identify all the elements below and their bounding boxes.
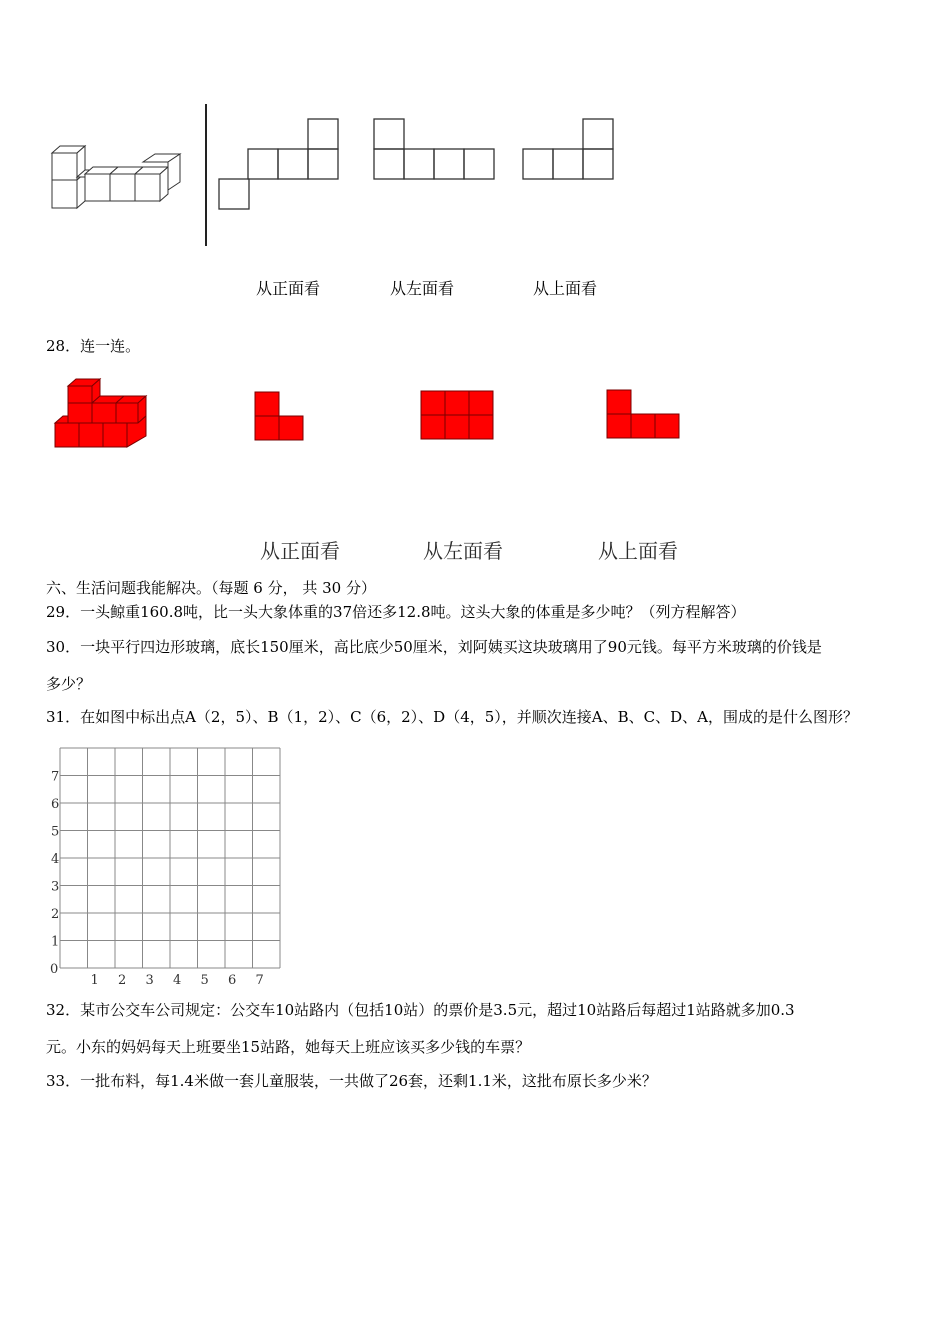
x-tick-label: 3 xyxy=(145,973,154,988)
section-heading: 六、生活问题我能解决。（每题 6 分， 共 30 分） xyxy=(46,579,376,597)
x-tick-label: 5 xyxy=(200,973,209,988)
q28-red-solid xyxy=(54,378,150,450)
y-tick-label: 1 xyxy=(51,934,60,950)
q28-view-1 xyxy=(254,391,306,443)
q27-view-front xyxy=(218,118,343,213)
y-tick-label: 4 xyxy=(51,852,60,867)
y-tick-label: 7 xyxy=(51,769,60,785)
q28-view-2 xyxy=(420,390,496,442)
question-30-line1: 30．一块平行四边形玻璃，底长150厘米，高比底少50厘米，刘阿姨买这块玻璃用了90元钱。每平方米玻璃的价钱是 xyxy=(46,638,822,656)
question-30-line2: 多少？ xyxy=(46,675,92,693)
question-33: 33．一批布料，每1.4米做一套儿童服装，一共做了26套，还剩1.1米，这批布原长多少米？ xyxy=(46,1072,657,1090)
q27-label-top: 从上面看 xyxy=(533,279,598,298)
question-32-line2: 元。小东的妈妈每天上班要坐15站路，她每天上班应该买多少钱的车票？ xyxy=(46,1038,531,1056)
y-tick-label: 2 xyxy=(51,907,60,922)
question-31: 31．在如图中标出点A（2，5）、B（1，2）、C（6，2）、D（4，5），并顺次连接A、B、C、D、A，围成的是什么图形？ xyxy=(46,708,858,726)
y-tick-label: 5 xyxy=(51,824,60,840)
coordinate-grid xyxy=(40,740,290,988)
q27-divider xyxy=(205,104,207,246)
x-tick-label: 4 xyxy=(173,973,182,988)
x-tick-label: 2 xyxy=(118,973,127,988)
y-tick-label: 3 xyxy=(51,879,60,895)
q27-view-left xyxy=(373,118,498,183)
q28-label-front: 从正面看 xyxy=(260,539,340,563)
q27-view-top xyxy=(522,118,617,183)
q28-label-left: 从左面看 xyxy=(423,539,503,563)
q28-label-top: 从上面看 xyxy=(598,539,678,563)
q27-label-front: 从正面看 xyxy=(256,279,321,298)
x-tick-label: 1 xyxy=(90,973,99,988)
question-32-line1: 32．某市公交车公司规定：公交车10站路内（包括10站）的票价是3.5元，超过10站路后每超过1站路就多加0.3 xyxy=(46,1001,795,1019)
q27-solid-figure xyxy=(40,140,190,220)
q28-title: 28．连一连。 xyxy=(46,337,141,355)
q27-label-left: 从左面看 xyxy=(390,279,455,298)
x-tick-label: 7 xyxy=(255,973,264,988)
question-29: 29．一头鲸重160.8吨，比一头大象体重的37倍还多12.8吨。这头大象的体重是多少吨？（列方程解答） xyxy=(46,603,746,621)
x-tick-label: 6 xyxy=(228,973,237,988)
q28-view-3 xyxy=(606,389,682,441)
x-tick-label: 0 xyxy=(50,962,59,977)
y-tick-label: 6 xyxy=(51,797,60,812)
